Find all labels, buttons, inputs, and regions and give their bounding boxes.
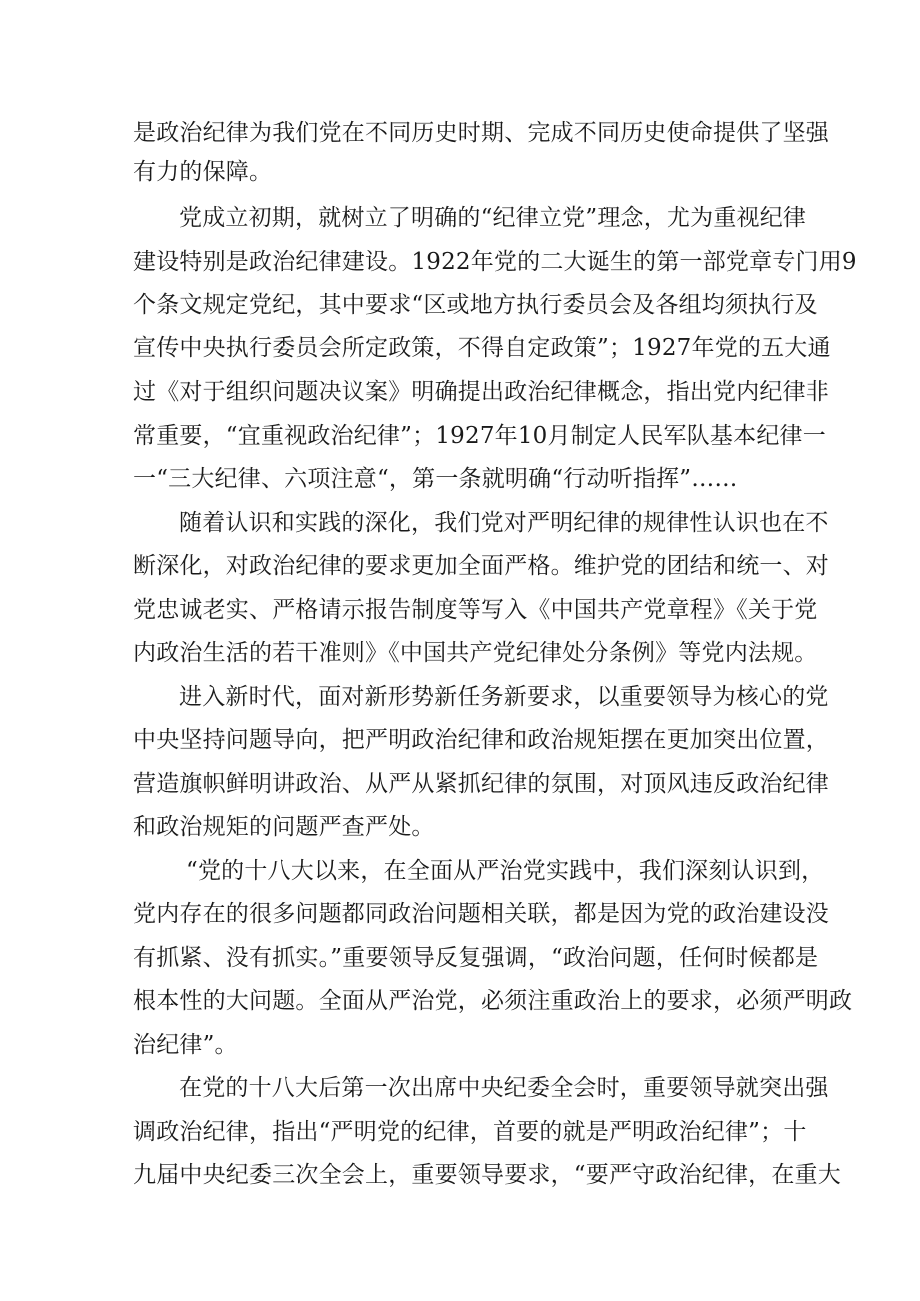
text-line: 有抓紧、没有抓实。”重要领导反复强调，“政治问题，任何时候都是 bbox=[133, 945, 819, 971]
text-line: 党成立初期，就树立了明确的“纪律立党”理念，尤为重视纪律 bbox=[179, 205, 807, 231]
text-line: 中央坚持问题导向，把严明政治纪律和政治规矩摆在更加突出位置， bbox=[133, 727, 829, 753]
text-line: 调政治纪律，指出“严明党的纪律，首要的就是严明政治纪律”；十 bbox=[133, 1119, 807, 1145]
text-line: 九届中央纪委三次全会上，重要领导要求，“要严守政治纪律，在重大 bbox=[133, 1162, 841, 1188]
text-line: 建设特别是政治纪律建设。1922年党的二大诞生的第一部党章专门用9 bbox=[133, 249, 857, 275]
text-line: 过《对于组织问题决议案》明确提出政治纪律概念，指出党内纪律非 bbox=[133, 379, 829, 405]
text-line: 一“三大纪律、六项注意“，第一条就明确“行动听指挥”…… bbox=[133, 466, 738, 492]
text-line: 根本性的大问题。全面从严治党，必须注重政治上的要求，必须严明政 bbox=[133, 988, 853, 1014]
text-line: 进入新时代，面对新形势新任务新要求，以重要领导为核心的党 bbox=[179, 684, 829, 710]
text-line: 个条文规定党纪，其中要求“区或地方执行委员会及各组均须执行及 bbox=[133, 292, 818, 318]
text-line: 营造旗帜鲜明讲政治、从严从紧抓纪律的氛围，对顶风违反政治纪律 bbox=[133, 771, 829, 797]
text-line: 在党的十八大后第一次出席中央纪委全会时，重要领导就突出强 bbox=[179, 1075, 829, 1101]
text-line: 宣传中央执行委员会所定政策，不得自定政策”；1927年党的五大通 bbox=[133, 335, 831, 361]
text-line: 断深化，对政治纪律的要求更加全面严格。维护党的团结和统一、对 bbox=[133, 553, 829, 579]
text-line: 有力的保障。 bbox=[133, 159, 273, 185]
text-line: 党忠诚老实、严格请示报告制度等写入《中国共产党章程》《关于党 bbox=[133, 597, 818, 623]
text-line: 党内存在的很多问题都同政治问题相关联，都是因为党的政治建设没 bbox=[133, 901, 829, 927]
text-line: 常重要，“宜重视政治纪律”；1927年10月制定人民军队基本纪律一 bbox=[133, 423, 826, 449]
text-line: “党的十八大以来，在全面从严治党实践中，我们深刻认识到， bbox=[186, 858, 825, 884]
text-line: 随着认识和实践的深化，我们党对严明纪律的规律性认识也在不 bbox=[179, 510, 829, 536]
text-line: 和政治规矩的问题严查严处。 bbox=[133, 814, 435, 840]
text-line: 内政治生活的若干准则》《中国共产党纪律处分条例》等党内法规。 bbox=[133, 640, 818, 666]
text-line: 是政治纪律为我们党在不同历史时期、完成不同历史使命提供了坚强 bbox=[133, 120, 829, 146]
text-line: 治纪律”。 bbox=[133, 1032, 238, 1058]
